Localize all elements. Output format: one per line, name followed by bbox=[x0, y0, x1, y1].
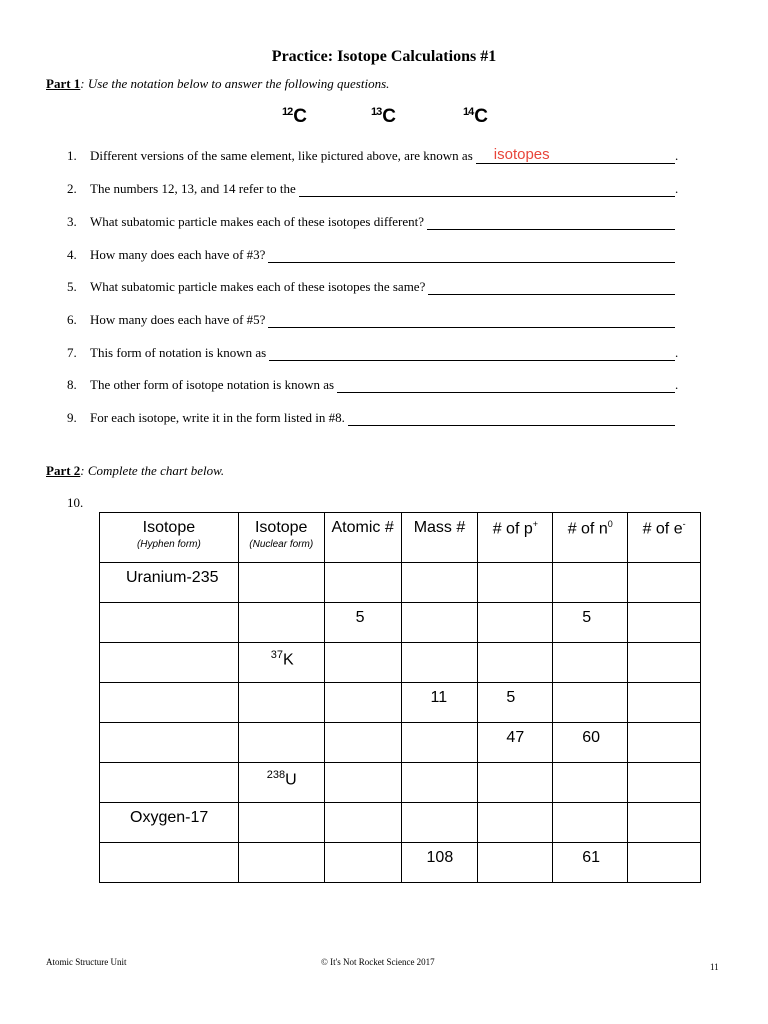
cell-atomic-number[interactable] bbox=[324, 683, 401, 723]
cell-nuclear-form[interactable] bbox=[238, 803, 324, 843]
cell-electrons[interactable] bbox=[628, 563, 701, 603]
header-electrons: # of e- bbox=[628, 513, 701, 563]
cell-neutrons[interactable] bbox=[553, 563, 628, 603]
cell-neutrons[interactable] bbox=[553, 803, 628, 843]
isotope-mass-number: 12 bbox=[282, 106, 293, 118]
cell-neutrons[interactable]: 61 bbox=[553, 843, 628, 883]
cell-atomic-number[interactable]: 5 bbox=[324, 603, 401, 643]
part1-label: Part 1 bbox=[46, 76, 81, 91]
question-number: 2. bbox=[67, 181, 77, 196]
question-8 bbox=[67, 373, 679, 393]
cell-protons[interactable] bbox=[478, 843, 553, 883]
question-number: 7. bbox=[67, 345, 77, 360]
question-text: This form of notation is known as bbox=[90, 345, 267, 360]
question-text: What subatomic particle makes each of these isotopes different? bbox=[90, 214, 425, 229]
isotope-carbon-14 bbox=[463, 106, 488, 128]
question-7 bbox=[67, 341, 679, 361]
cell-nuclear-form[interactable]: $^{37}$K bbox=[238, 643, 324, 683]
cell-mass-number[interactable]: 108 bbox=[401, 843, 478, 883]
cell-atomic-number[interactable] bbox=[324, 803, 401, 843]
question-number: 8. bbox=[67, 377, 77, 392]
question-2 bbox=[67, 177, 679, 197]
question-end-mark: . bbox=[675, 377, 679, 392]
answer-line[interactable] bbox=[428, 279, 675, 295]
isotope-notation-row bbox=[0, 106, 768, 136]
cell-hyphen-form[interactable] bbox=[100, 643, 239, 683]
table-row bbox=[100, 643, 701, 683]
question-end-mark: . bbox=[675, 148, 679, 163]
footer-copyright: © It's Not Rocket Science 2017 bbox=[321, 957, 435, 967]
cell-atomic-number[interactable] bbox=[324, 643, 401, 683]
header-mass-number: Mass # bbox=[401, 513, 478, 563]
footer-unit: Atomic Structure Unit bbox=[46, 957, 127, 967]
question-number: 3. bbox=[67, 214, 77, 229]
answer-line[interactable] bbox=[268, 312, 675, 328]
isotope-symbol: C bbox=[474, 106, 488, 127]
part1-heading bbox=[46, 76, 389, 92]
cell-hyphen-form[interactable] bbox=[100, 683, 239, 723]
cell-atomic-number[interactable] bbox=[324, 563, 401, 603]
cell-hyphen-form[interactable]: Uranium-235 bbox=[100, 563, 239, 603]
cell-electrons[interactable] bbox=[628, 803, 701, 843]
question-text: What subatomic particle makes each of these isotopes the same? bbox=[90, 279, 426, 294]
question-number: 1. bbox=[67, 148, 77, 163]
cell-hyphen-form[interactable] bbox=[100, 763, 239, 803]
cell-mass-number[interactable] bbox=[401, 563, 478, 603]
isotope-carbon-12 bbox=[282, 106, 307, 128]
question-5 bbox=[67, 275, 679, 295]
table-row bbox=[100, 843, 701, 883]
table-row bbox=[100, 683, 701, 723]
cell-electrons[interactable] bbox=[628, 683, 701, 723]
cell-protons[interactable] bbox=[478, 763, 553, 803]
table-row bbox=[100, 803, 701, 843]
header-nuclear-form: Isotope (Nuclear form) bbox=[238, 513, 324, 563]
cell-atomic-number[interactable] bbox=[324, 723, 401, 763]
isotope-symbol: C bbox=[293, 106, 307, 127]
cell-nuclear-form[interactable] bbox=[238, 683, 324, 723]
question-10-number: 10. bbox=[67, 495, 84, 510]
header-hyphen-form: Isotope (Hyphen form) bbox=[100, 513, 239, 563]
cell-hyphen-form[interactable] bbox=[100, 603, 239, 643]
cell-electrons[interactable] bbox=[628, 763, 701, 803]
cell-electrons[interactable] bbox=[628, 603, 701, 643]
cell-neutrons[interactable] bbox=[553, 763, 628, 803]
cell-electrons[interactable] bbox=[628, 643, 701, 683]
question-number: 5. bbox=[67, 279, 77, 294]
cell-mass-number[interactable] bbox=[401, 763, 478, 803]
table-row bbox=[100, 603, 701, 643]
question-1 bbox=[67, 144, 679, 164]
question-number: 6. bbox=[67, 312, 77, 327]
cell-neutrons[interactable]: 5 bbox=[553, 603, 628, 643]
cell-nuclear-form[interactable] bbox=[238, 723, 324, 763]
cell-mass-number[interactable]: 11 bbox=[401, 683, 478, 723]
cell-hyphen-form[interactable] bbox=[100, 843, 239, 883]
question-text: How many does each have of #3? bbox=[90, 247, 266, 262]
question-text: Different versions of the same element, like pictured above, are known as bbox=[90, 148, 473, 163]
cell-neutrons[interactable] bbox=[553, 683, 628, 723]
question-3 bbox=[67, 210, 679, 230]
question-number: 4. bbox=[67, 247, 77, 262]
part1-instruction: : Use the notation below to answer the following questions. bbox=[80, 76, 390, 91]
question-6 bbox=[67, 308, 679, 328]
answer-line[interactable] bbox=[299, 181, 675, 197]
answer-line[interactable] bbox=[268, 247, 675, 263]
cell-mass-number[interactable] bbox=[401, 643, 478, 683]
question-end-mark: . bbox=[675, 181, 679, 196]
cell-nuclear-form[interactable] bbox=[238, 603, 324, 643]
question-text: How many does each have of #5? bbox=[90, 312, 266, 327]
question-text: For each isotope, write it in the form listed in #8. bbox=[90, 410, 345, 425]
question-text: The numbers 12, 13, and 14 refer to the bbox=[90, 181, 296, 196]
part2-instruction: : Complete the chart below. bbox=[80, 463, 225, 478]
question-end-mark: . bbox=[675, 345, 679, 360]
question-9 bbox=[67, 406, 679, 426]
cell-electrons[interactable] bbox=[628, 843, 701, 883]
header-protons: # of p+ bbox=[478, 513, 553, 563]
cell-nuclear-form[interactable] bbox=[238, 563, 324, 603]
cell-protons[interactable] bbox=[478, 803, 553, 843]
part2-heading bbox=[46, 463, 224, 479]
header-atomic-number: Atomic # bbox=[324, 513, 401, 563]
answer-line[interactable] bbox=[348, 410, 675, 426]
isotope-mass-number: 13 bbox=[371, 106, 382, 118]
cell-protons[interactable] bbox=[478, 563, 553, 603]
page-number: 11 bbox=[710, 962, 719, 972]
cell-hyphen-form[interactable] bbox=[100, 723, 239, 763]
answer-line[interactable] bbox=[269, 345, 675, 361]
answer-line[interactable] bbox=[476, 148, 675, 164]
cell-atomic-number[interactable] bbox=[324, 763, 401, 803]
answer-line[interactable] bbox=[337, 377, 675, 393]
table-row bbox=[100, 723, 701, 763]
cell-hyphen-form[interactable]: Oxygen-17 bbox=[100, 803, 239, 843]
cell-protons[interactable]: 47 bbox=[478, 723, 553, 763]
answer-line[interactable] bbox=[427, 214, 675, 230]
question-4 bbox=[67, 243, 679, 263]
chart-header-row bbox=[100, 513, 701, 563]
page-title: Practice: Isotope Calculations #1 bbox=[271, 48, 497, 65]
cell-electrons[interactable] bbox=[628, 723, 701, 763]
cell-protons[interactable] bbox=[478, 603, 553, 643]
part2-label: Part 2 bbox=[46, 463, 81, 478]
table-row bbox=[100, 563, 701, 603]
cell-nuclear-form[interactable]: $^{238}$U bbox=[238, 763, 324, 803]
cell-neutrons[interactable] bbox=[553, 643, 628, 683]
isotope-chart bbox=[99, 512, 701, 883]
handwritten-answer: isotopes bbox=[493, 146, 550, 163]
question-number: 9. bbox=[67, 410, 77, 425]
question-text: The other form of isotope notation is known as bbox=[90, 377, 335, 392]
cell-mass-number[interactable] bbox=[401, 603, 478, 643]
isotope-mass-number: 14 bbox=[463, 106, 474, 118]
cell-neutrons[interactable]: 60 bbox=[553, 723, 628, 763]
table-row bbox=[100, 763, 701, 803]
isotope-carbon-13 bbox=[371, 106, 396, 128]
cell-nuclear-form[interactable] bbox=[238, 843, 324, 883]
header-neutrons: # of $n^0$ bbox=[553, 513, 628, 563]
cell-mass-number[interactable] bbox=[401, 723, 478, 763]
cell-protons[interactable]: 5 bbox=[478, 683, 553, 723]
isotope-symbol: C bbox=[382, 106, 396, 127]
cell-atomic-number[interactable] bbox=[324, 843, 401, 883]
cell-protons[interactable] bbox=[478, 643, 553, 683]
cell-mass-number[interactable] bbox=[401, 803, 478, 843]
